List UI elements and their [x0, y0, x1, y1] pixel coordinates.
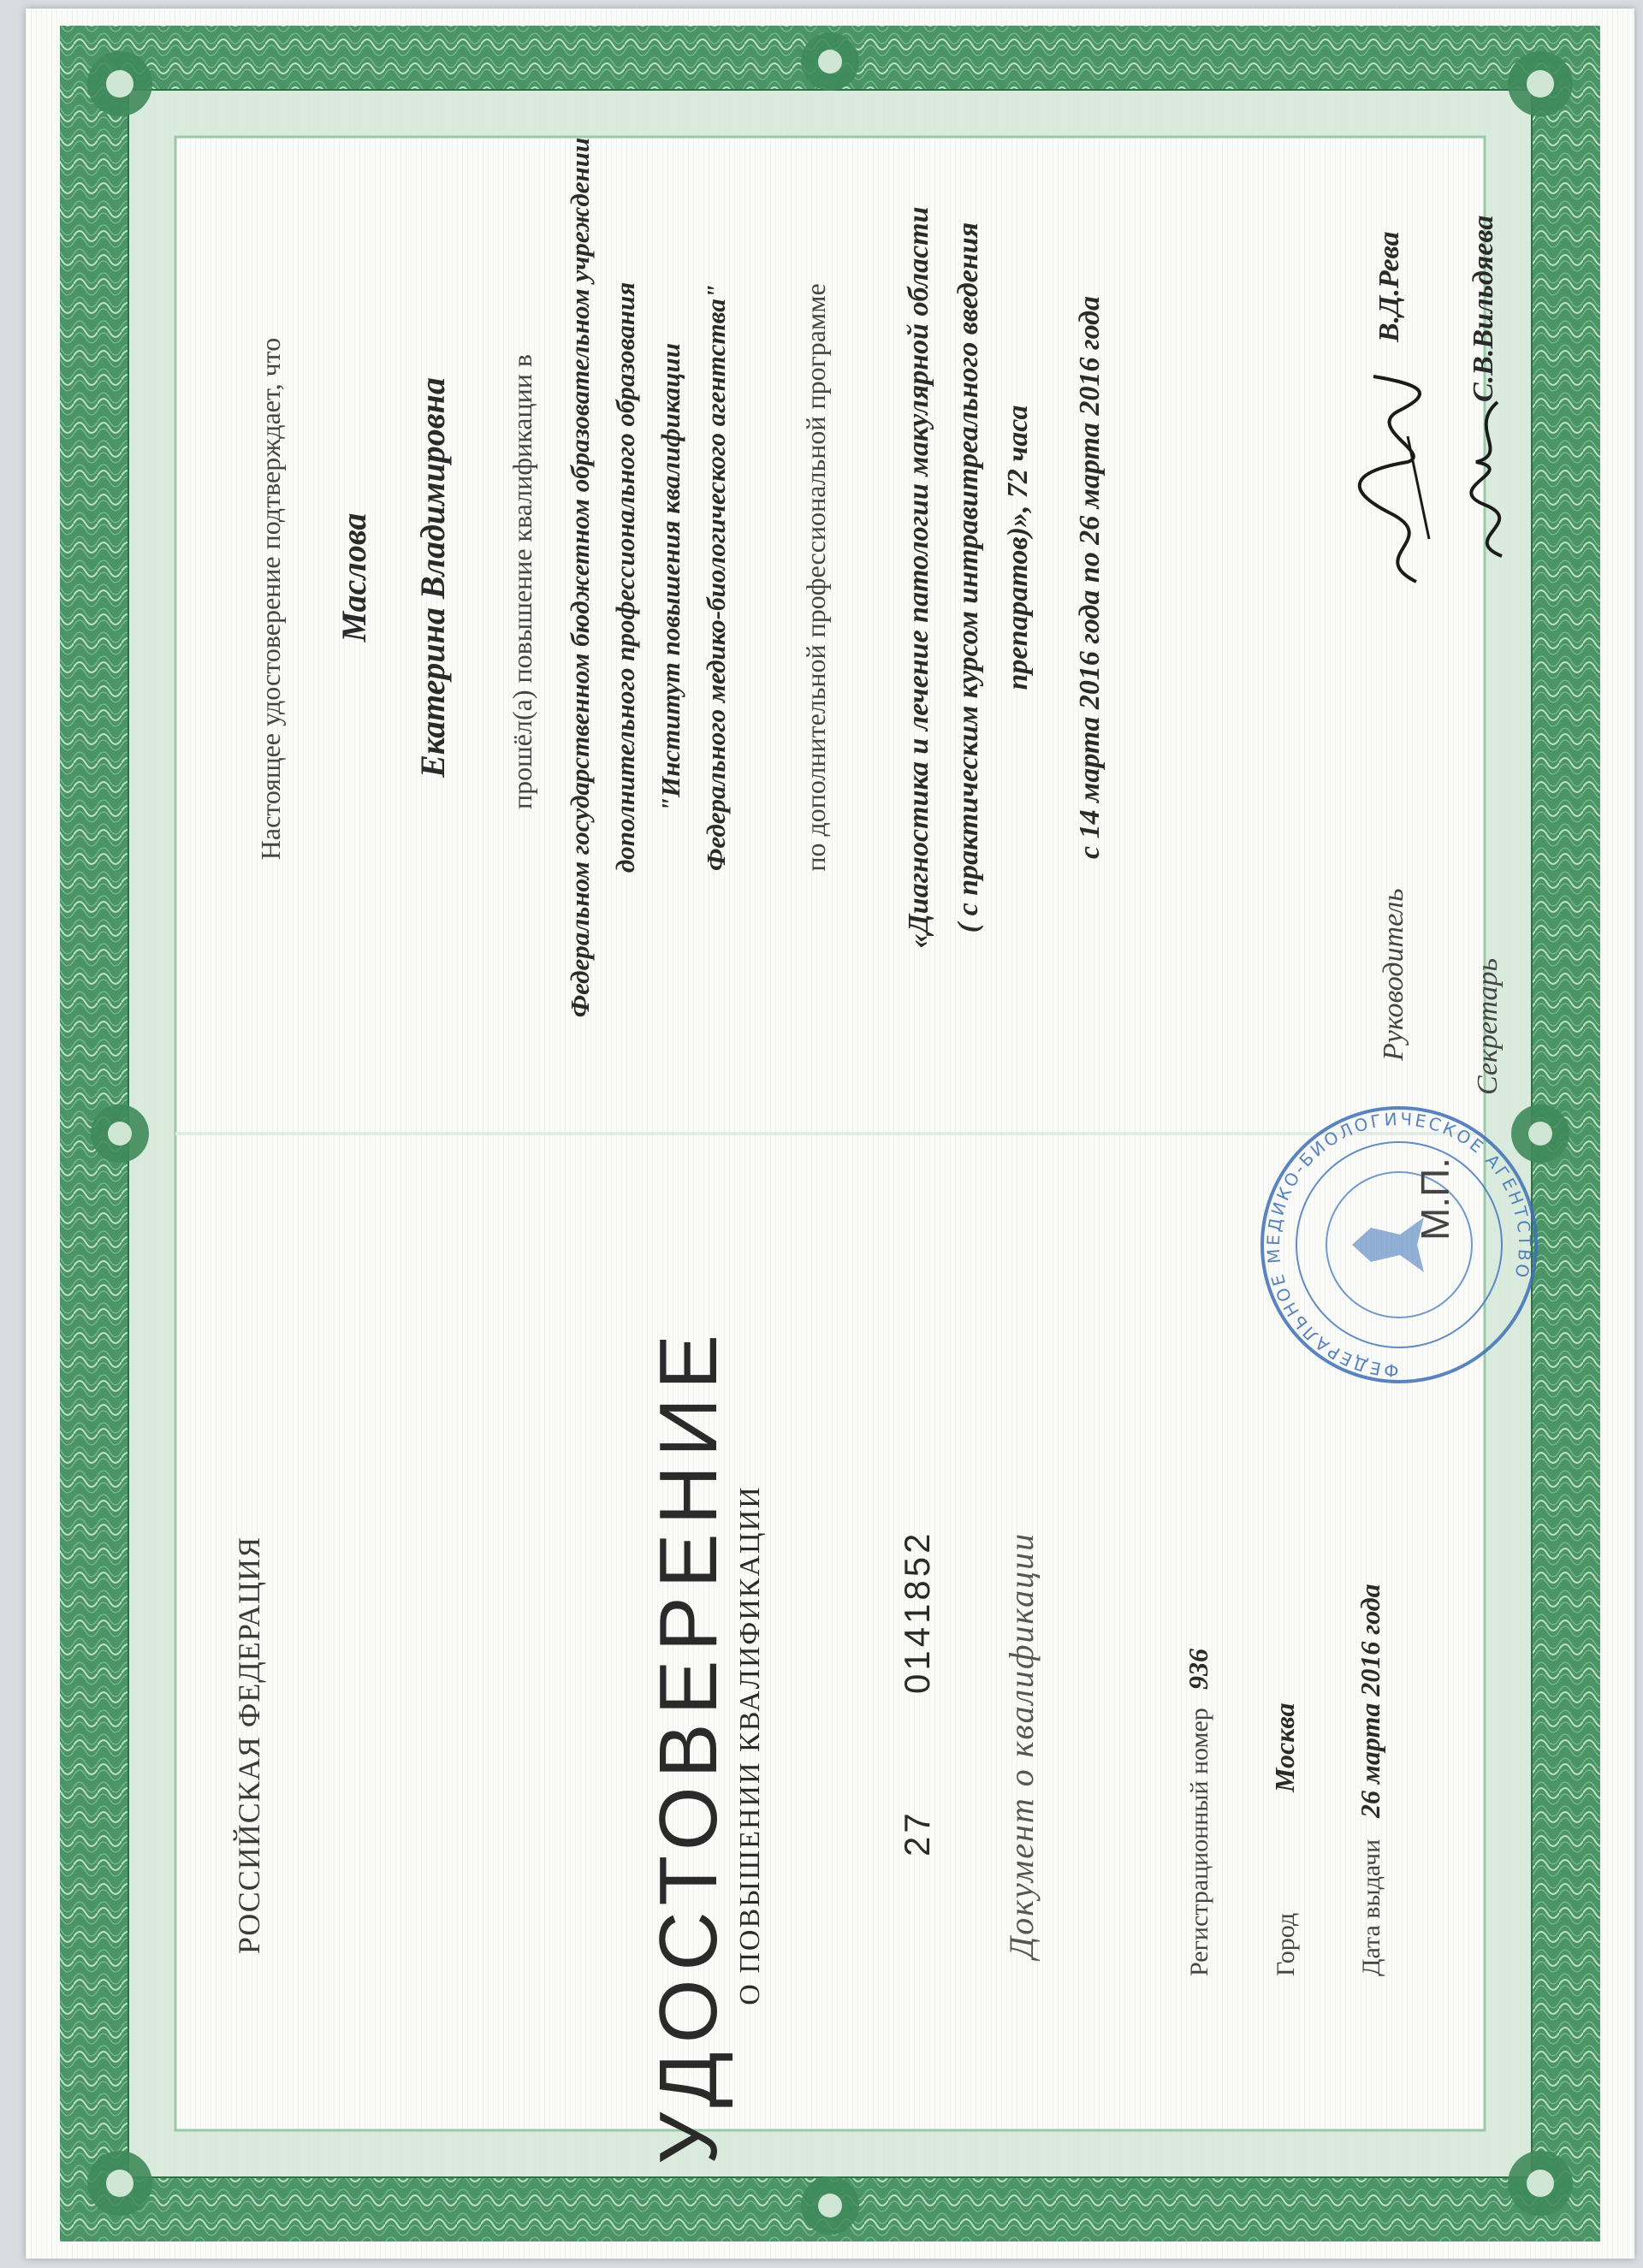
rotated-content: [26, 9, 1634, 2259]
director-label: Руководитель: [1378, 888, 1409, 1061]
registration-value: 936: [1183, 1649, 1213, 1690]
seal-place-mark: М.П.: [1413, 1158, 1457, 1241]
secretary-label: Секретарь: [1472, 958, 1504, 1095]
seal-ring-text: ФЕДЕРАЛЬНОЕ МЕДИКО-БИОЛОГИЧЕСКОЕ АГЕНТСТВО: [1262, 1108, 1536, 1382]
holder-surname: Маслова: [335, 512, 373, 643]
secretary-name: С.В.Вильдяева: [1468, 215, 1499, 402]
program-line-2: ( с практическим курсом интравитреального введения: [952, 222, 984, 933]
study-period: с 14 марта 2016 года по 26 марта 2016 года: [1074, 295, 1106, 860]
issue-date-value: 26 марта 2016 года: [1355, 1584, 1385, 1818]
program-label: по дополнительной профессиональной программе: [800, 283, 831, 872]
institution-line-1: Федеральном государственном бюджетном образовательном учреждении: [565, 137, 595, 1018]
intro-text: Настоящее удостоверение подтверждает, что: [255, 337, 286, 861]
official-seal-stamp: [1258, 1104, 1540, 1386]
certificate-title: УДОСТОВЕРЕНИЕ: [643, 1326, 734, 2164]
institution-line-4: Федерального медико-биологического агентства": [701, 283, 731, 872]
series-number: 27: [897, 1809, 937, 1856]
city-value: Москва: [1269, 1702, 1300, 1792]
program-line-3: препаратов)», 72 часа: [1002, 405, 1034, 690]
city-label: Город: [1272, 1912, 1300, 1976]
passed-text: прошёл(а) повышение квалификации в: [507, 354, 537, 809]
issue-date-label: Дата выдачи: [1357, 1839, 1385, 1976]
country-heading: РОССИЙСКАЯ ФЕДЕРАЦИЯ: [232, 1536, 266, 1955]
institution-line-2: дополнительного профессионального образования: [610, 281, 640, 873]
certificate-paper: [26, 9, 1634, 2259]
registration-label: Регистрационный номер: [1185, 1708, 1213, 1976]
document-type-label: Документ о квалификации: [1002, 1531, 1041, 1959]
certificate-subtitle: О ПОВЫШЕНИИ КВАЛИФИКАЦИИ: [734, 1485, 766, 2005]
secretary-signature: [1450, 394, 1536, 565]
institution-line-3: "Институт повышения квалификации: [655, 342, 685, 813]
director-name: В.Д.Рева: [1373, 231, 1405, 342]
holder-given-names: Екатерина Владимировна: [413, 377, 452, 778]
document-number: 0141852: [897, 1530, 937, 1694]
director-signature: [1348, 368, 1450, 590]
program-line-1: «Диагностика и лечение патологии макулярной области: [903, 206, 934, 949]
